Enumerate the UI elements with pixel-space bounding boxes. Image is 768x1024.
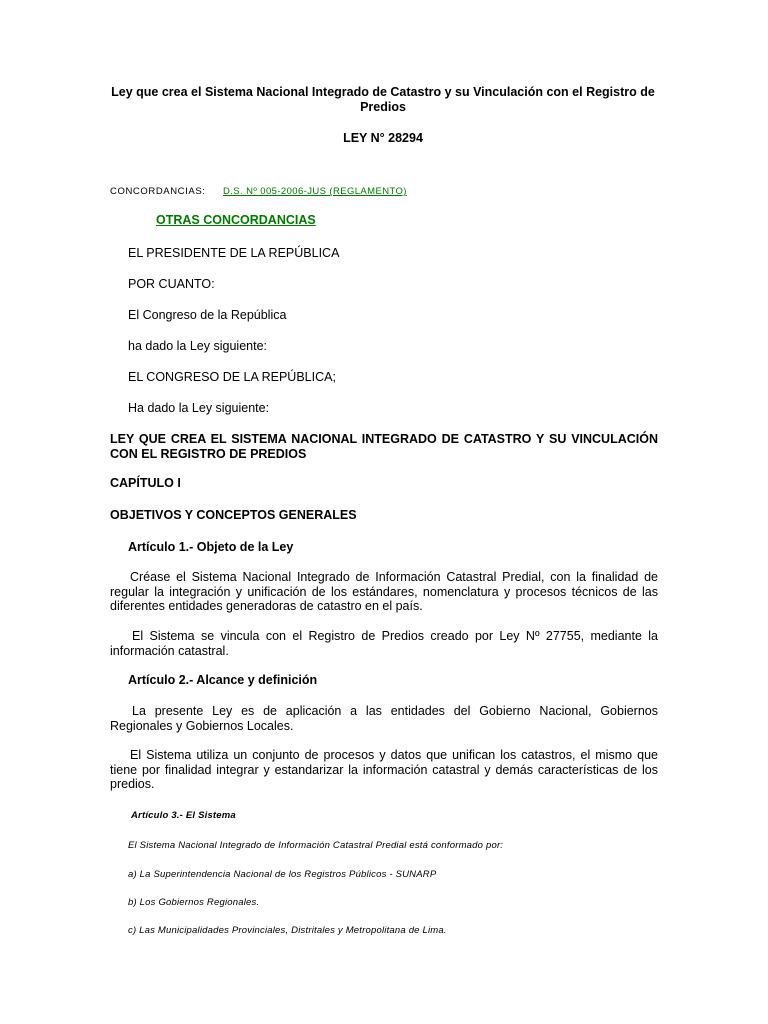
chapter-number: CAPÍTULO I: [110, 476, 181, 490]
article-3-title: Artículo 3.- El Sistema: [131, 810, 236, 821]
concordancias-link[interactable]: D.S. Nº 005-2006-JUS (REGLAMENTO): [223, 186, 407, 197]
chapter-title: OBJETIVOS Y CONCEPTOS GENERALES: [110, 508, 357, 522]
article-3-item: c) Las Municipalidades Provinciales, Distritales y Metropolitana de Lima.: [128, 925, 447, 936]
article-3-paragraph: El Sistema Nacional Integrado de Información Catastral Predial está conformado por:: [128, 840, 504, 851]
intro-line: El Congreso de la República: [128, 308, 287, 322]
intro-line: ha dado la Ley siguiente:: [128, 339, 267, 353]
otras-concordancias-link[interactable]: OTRAS CONCORDANCIAS: [156, 213, 316, 227]
law-number: LEY N° 28294: [343, 131, 423, 145]
article-1-title: Artículo 1.- Objeto de la Ley: [128, 540, 294, 554]
article-2-paragraph: La presente Ley es de aplicación a las entidades del Gobierno Nacional, Gobiernos Regionales y Gobiernos Locales.: [110, 704, 658, 733]
intro-line: POR CUANTO:: [128, 277, 215, 291]
article-1-paragraph: Créase el Sistema Nacional Integrado de Información Catastral Predial, con la finalidad de regular la integración y unificación de los estándares, nomenclatura y procesos técnicos de las diferentes entidades generadoras de catastro en el país.: [110, 570, 658, 613]
concordancias-label: CONCORDANCIAS:: [110, 186, 206, 197]
intro-line: EL CONGRESO DE LA REPÚBLICA;: [128, 370, 336, 384]
article-3-item: b) Los Gobiernos Regionales.: [128, 897, 260, 908]
document-title: Ley que crea el Sistema Nacional Integrado de Catastro y su Vinculación con el Registro de Predios: [111, 85, 655, 114]
article-2-paragraph: El Sistema utiliza un conjunto de procesos y datos que unifican los catastros, el mismo que tiene por finalidad integrar y estandarizar la información catastral y demás características de los predios.: [110, 748, 658, 791]
intro-line: EL PRESIDENTE DE LA REPÚBLICA: [128, 246, 340, 260]
article-3-item: a) La Superintendencia Nacional de los Registros Públicos - SUNARP: [128, 869, 437, 880]
intro-line: Ha dado la Ley siguiente:: [128, 401, 270, 415]
article-2-title: Artículo 2.- Alcance y definición: [128, 673, 318, 687]
law-heading: LEY QUE CREA EL SISTEMA NACIONAL INTEGRADO DE CATASTRO Y SU VINCULACIÓN CON EL REGISTRO DE PREDIOS: [110, 432, 658, 461]
article-1-paragraph: El Sistema se vincula con el Registro de Predios creado por Ley Nº 27755, mediante la información catastral.: [110, 629, 658, 658]
